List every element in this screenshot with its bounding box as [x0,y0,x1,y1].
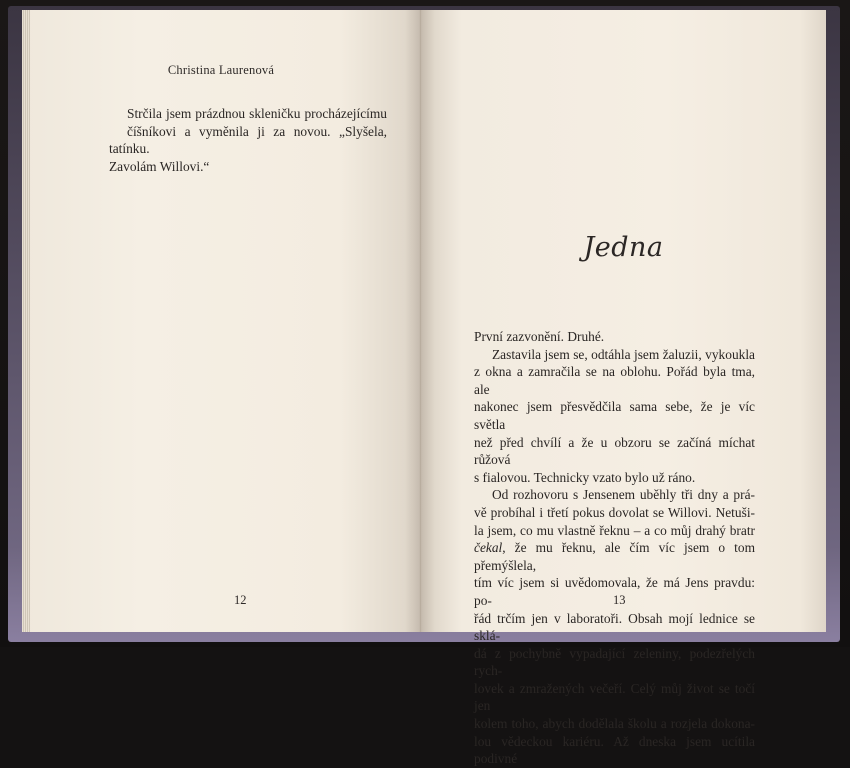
text-line: řád trčím jen v laboratoři. Obsah mojí lednice se sklá- [474,610,755,644]
running-head: Christina Laurenová [167,63,275,77]
text-line: číšníkovi a vyměnila ji za novou. „Slyšela, tatínku. [109,123,387,157]
text-line: nakonec jsem přesvědčila sama sebe, že je víc světla [474,399,755,432]
text-line: kolem toho, abych dodělala školu a rozjela dokona- [474,716,755,732]
right-page [421,10,826,767]
paragraph [109,105,387,175]
emphasis: čekal [474,540,503,556]
text-line: tím víc jsem si uvědomovala, že má Jens pravdu: po- [474,575,755,608]
page-number: 12 [234,593,247,607]
text-line: lovek a zmražených večeří. Celý můj život se točí jen [474,680,755,714]
paragraph [474,346,755,487]
paragraph [474,486,755,768]
text-line: než před chvílí a že u obzoru se začíná míchat růžová [474,434,755,468]
left-page [22,10,421,632]
text-line: čekal, že mu řeknu, ale čím víc jsem o tom přemýšlela, [474,540,755,573]
text-line: Zastavila jsem se, odtáhla jsem žaluzii, vykoukla [492,346,755,362]
right-page-text [474,328,755,768]
text-line: První zazvonění. Druhé. [474,329,605,344]
text-line: Od rozhovoru s Jensenem uběhly tři dny a prá- [492,487,755,503]
paragraph [474,328,755,346]
text-line: dá z pochybně vypadající zeleniny, podezřelých rych- [474,645,755,679]
text-line: Strčila jsem prázdnou skleničku procházejícímu [127,106,387,121]
left-page-text [109,105,387,175]
text-line: vě probíhal i třetí pokus dovolat se Willovi. Netuši- [474,504,755,520]
text-line: z okna a zamračila se na oblohu. Pořád byla tma, ale [474,364,755,397]
page-edges [22,10,30,632]
text-line: la jsem, co mu vlastně řeknu – a co můj drahý bratr [474,522,755,538]
text-line: lou vědeckou kariéru. Až dneska jsem ucítila podivné [474,733,755,767]
page-number: 13 [613,593,626,607]
text-line: Zavolám Willovi.“ [109,158,210,174]
chapter-title: Jedna [583,232,664,263]
text-line: s fialovou. Technicky vzato bylo už ráno. [474,469,696,485]
